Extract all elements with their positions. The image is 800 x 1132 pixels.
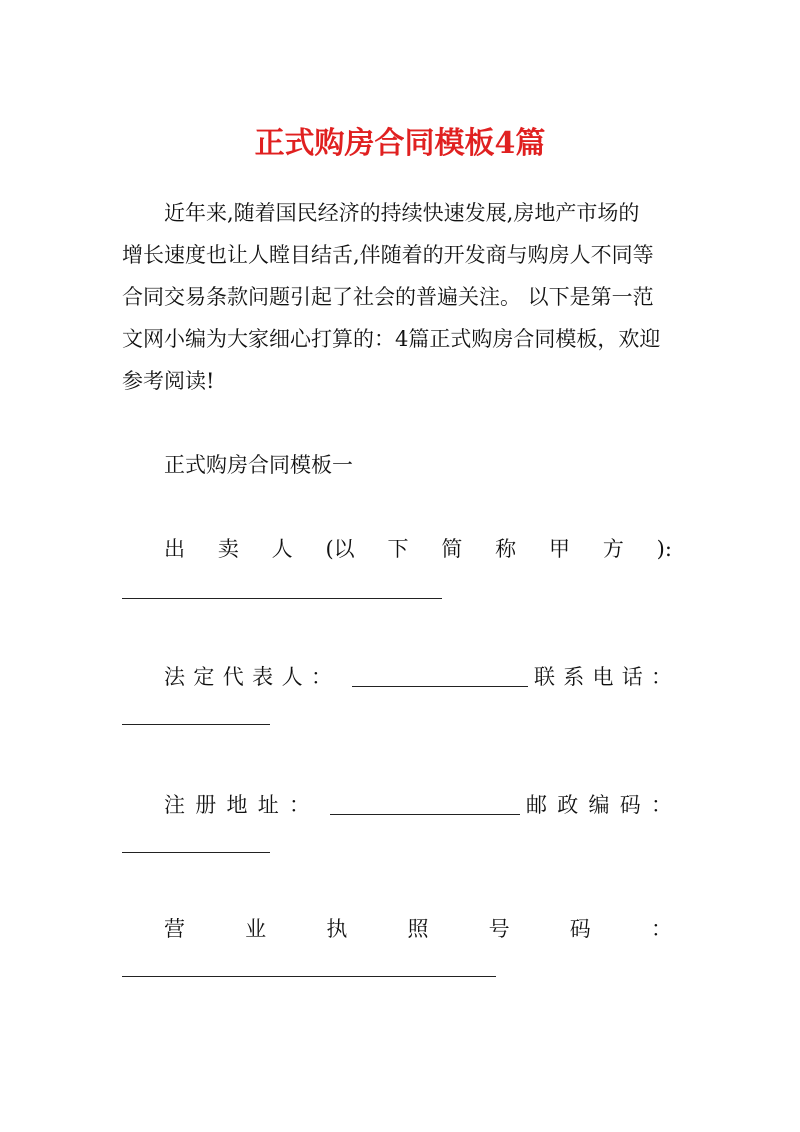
phone-char: 联 bbox=[534, 665, 555, 689]
intro-line-5: 参考阅读! bbox=[122, 369, 215, 393]
legal-rep-label bbox=[164, 662, 332, 692]
address-char: 址 bbox=[257, 793, 279, 817]
legal-rep-char: 定 bbox=[193, 665, 215, 689]
postcode-char: 码 bbox=[619, 793, 641, 817]
seller-char: 卖 bbox=[217, 537, 239, 561]
phone-label bbox=[534, 662, 672, 692]
address-char: ： bbox=[289, 793, 310, 817]
phone-char: ： bbox=[651, 665, 672, 689]
seller-label bbox=[164, 534, 672, 564]
intro-line-3: 合同交易条款问题引起了社会的普遍关注。 以下是第一范 bbox=[122, 285, 654, 309]
license-blank bbox=[122, 976, 496, 977]
address-label bbox=[164, 790, 310, 820]
postcode-char: 邮 bbox=[526, 793, 547, 817]
license-label bbox=[164, 914, 672, 944]
address-char: 地 bbox=[226, 793, 248, 817]
postcode-blank bbox=[122, 852, 270, 853]
legal-rep-char: 代 bbox=[222, 665, 244, 689]
postcode-label bbox=[526, 790, 672, 820]
legal-rep-blank bbox=[352, 686, 528, 687]
seller-char: 方 bbox=[602, 537, 624, 561]
phone-blank bbox=[122, 724, 270, 725]
legal-rep-char: 人 bbox=[281, 665, 303, 689]
license-char: 营 bbox=[164, 917, 185, 941]
seller-char: 甲 bbox=[549, 537, 570, 561]
license-char: 码 bbox=[569, 917, 591, 941]
address-char: 注 bbox=[164, 793, 185, 817]
document-title: 正式购房合同模板4篇 bbox=[254, 126, 546, 161]
seller-char: ): bbox=[656, 537, 672, 561]
address-blank bbox=[330, 814, 520, 815]
seller-char: 人 bbox=[271, 537, 293, 561]
postcode-char: ： bbox=[651, 793, 672, 817]
legal-rep-char: 法 bbox=[164, 665, 185, 689]
intro-line-4: 文网小编为大家细心打算的：4篇正式购房合同模板，欢迎 bbox=[122, 327, 661, 351]
address-char: 册 bbox=[195, 793, 217, 817]
postcode-char: 政 bbox=[557, 793, 579, 817]
license-char: 照 bbox=[407, 917, 429, 941]
intro-line-2: 增长速度也让人瞠目结舌,伴随着的开发商与购房人不同等 bbox=[122, 243, 654, 267]
phone-char: 电 bbox=[592, 665, 614, 689]
seller-char: 简 bbox=[441, 537, 463, 561]
seller-blank bbox=[122, 598, 442, 599]
seller-char: 出 bbox=[164, 537, 185, 561]
legal-rep-char: ： bbox=[310, 665, 332, 689]
phone-char: 话 bbox=[621, 665, 643, 689]
license-char: 号 bbox=[488, 917, 510, 941]
legal-rep-char: 表 bbox=[252, 665, 274, 689]
postcode-char: 编 bbox=[588, 793, 610, 817]
section-heading: 正式购房合同模板一 bbox=[164, 453, 353, 477]
phone-char: 系 bbox=[563, 665, 585, 689]
license-char: ： bbox=[650, 917, 672, 941]
license-char: 执 bbox=[326, 917, 348, 941]
seller-char: (以 bbox=[325, 537, 355, 561]
seller-char: 称 bbox=[495, 537, 517, 561]
intro-line-1: 近年来,随着国民经济的持续快速发展,房地产市场的 bbox=[164, 201, 640, 225]
license-char: 业 bbox=[245, 917, 267, 941]
seller-char: 下 bbox=[387, 537, 409, 561]
